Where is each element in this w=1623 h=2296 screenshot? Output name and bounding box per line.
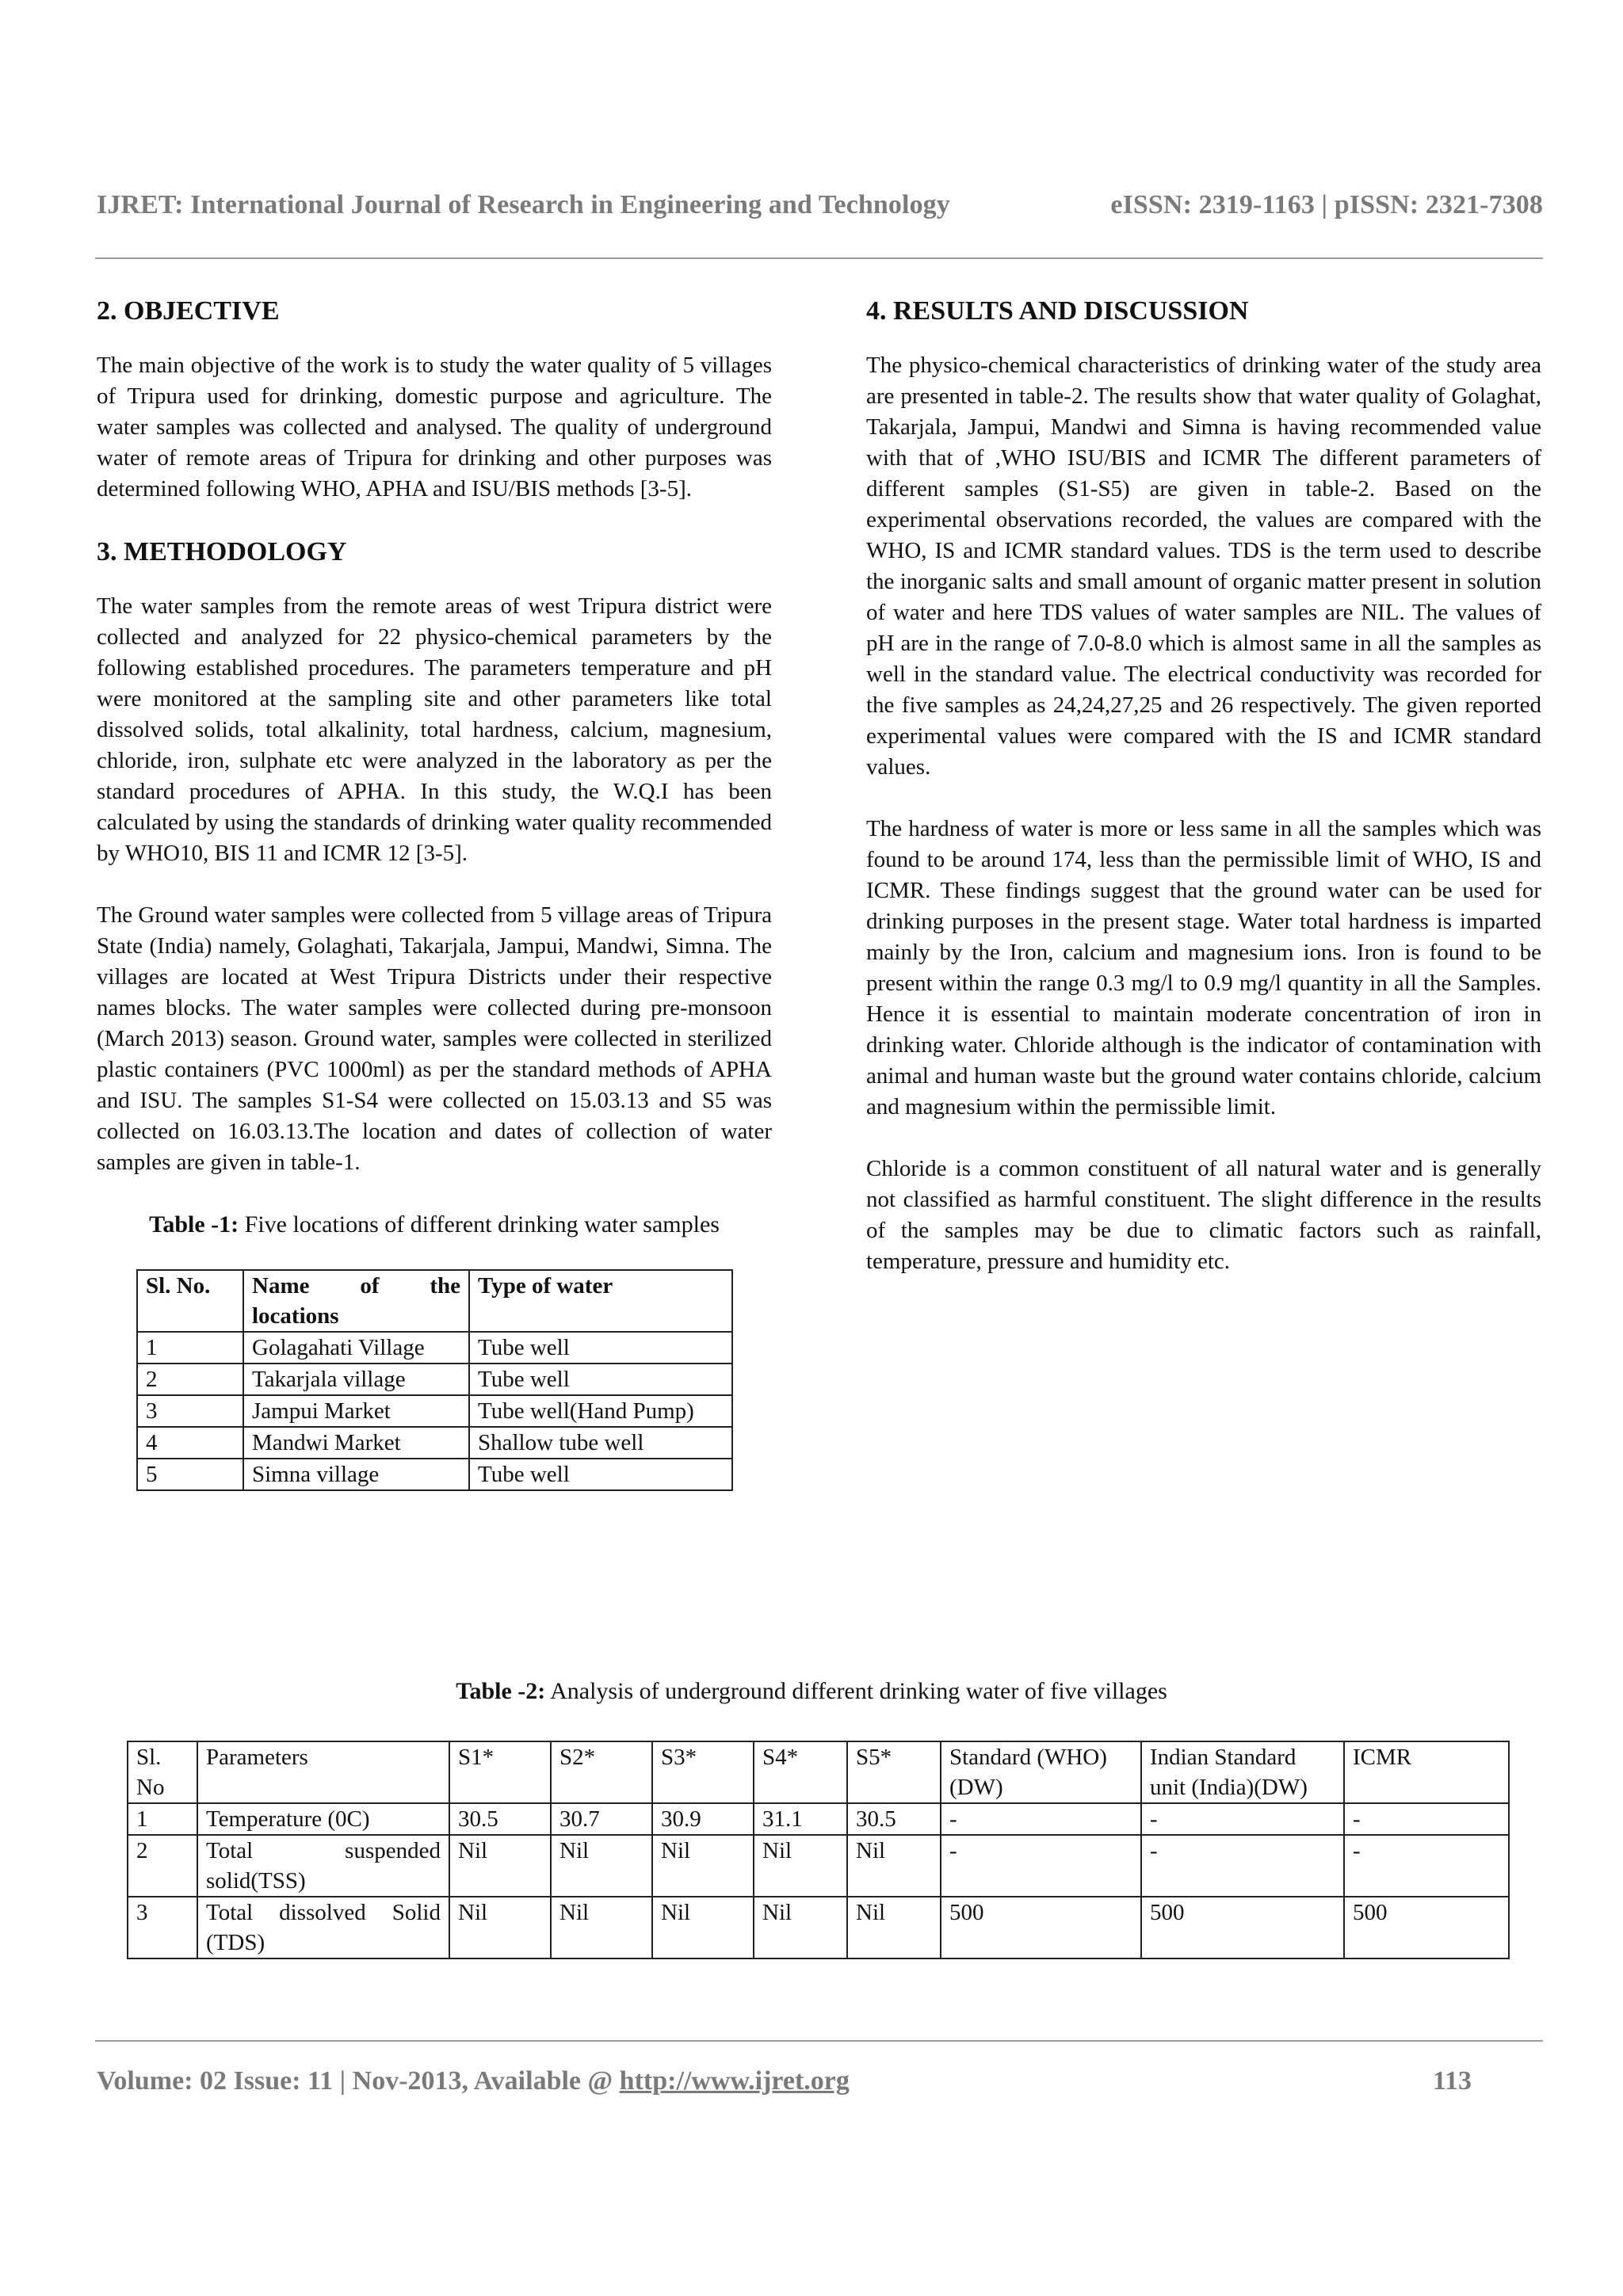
table-cell: 2 — [128, 1835, 197, 1897]
left-column — [97, 295, 772, 1491]
table-cell: Tube well — [469, 1459, 732, 1490]
table-cell: 500 — [941, 1897, 1141, 1958]
header-divider — [95, 257, 1543, 259]
table-cell: Nil — [652, 1835, 754, 1897]
table-row — [128, 1803, 1509, 1835]
table-cell: Nil — [754, 1835, 847, 1897]
table-cell: - — [941, 1803, 1141, 1835]
table-header-cell: Parameters — [197, 1741, 449, 1803]
footer-divider — [95, 2040, 1543, 2042]
table-cell: 30.5 — [449, 1803, 551, 1835]
table-cell: - — [1141, 1835, 1344, 1897]
table-cell: Tube well — [469, 1363, 732, 1395]
table-header-row — [137, 1270, 732, 1332]
results-paragraph-3: Chloride is a common constituent of all natural water and is generally not classified as harmful constituent. The slight difference in the results of the samples may be due to climatic factors such as rainfall, temperature, pressure and humidity etc. — [866, 1156, 1541, 1274]
table-cell: 1 — [137, 1332, 243, 1363]
volume-text: Volume: 02 Issue: 11 | Nov-2013, Available @ — [97, 2066, 620, 2096]
table-cell: Nil — [847, 1897, 941, 1958]
table-header-cell: Indian Standard unit (India)(DW) — [1141, 1741, 1344, 1803]
table-cell: 30.7 — [551, 1803, 652, 1835]
table-cell: Golagahati Village — [243, 1332, 469, 1363]
table-header-cell: S5* — [847, 1741, 941, 1803]
table-2-analysis — [127, 1741, 1510, 1959]
page-number: 113 — [1432, 2066, 1472, 2096]
methodology-paragraph-1: The water samples from the remote areas of west Tripura district were collected and analyzed for 22 physico-chemical parameters by the following established procedures. The parameters temperature and pH were monitored at the sampling site and other parameters like total dissolved solids, total alkalinity, total hardness, calcium, magnesium, chloride, iron, sulphate etc were analyzed in the laboratory as per the standard procedures of APHA. In this study, the W.Q.I has been calculated by using the standards of drinking water quality recommended by WHO10, BIS 11 and ICMR 12 [3-5]. — [97, 593, 772, 866]
table-cell: Total dissolved Solid (TDS) — [197, 1897, 449, 1958]
table-header-row — [128, 1741, 1509, 1803]
objective-heading: 2. OBJECTIVE — [97, 296, 280, 326]
table-cell: - — [1344, 1803, 1509, 1835]
table-header-cell: Type of water — [469, 1270, 732, 1332]
table-cell: 500 — [1141, 1897, 1344, 1958]
table-cell: 2 — [137, 1363, 243, 1395]
table-cell: 31.1 — [754, 1803, 847, 1835]
table2-caption-label: Table -2: — [456, 1678, 546, 1704]
page-header — [97, 190, 1543, 220]
table-row — [128, 1835, 1509, 1897]
table-header-cell: Sl. No — [128, 1741, 197, 1803]
page-footer — [97, 2066, 1472, 2096]
table1-caption-label: Table -1: — [149, 1211, 239, 1238]
journal-link[interactable]: http://www.ijret.org — [619, 2066, 850, 2096]
table-cell: 3 — [128, 1897, 197, 1958]
table-header-cell: Sl. No. — [137, 1270, 243, 1332]
table-cell: Temperature (0C) — [197, 1803, 449, 1835]
methodology-paragraph-2: The Ground water samples were collected from 5 village areas of Tripura State (India) namely, Golaghati, Takarjala, Jampui, Mandwi, Simna. The villages are located at West Tripura Districts under their respective names blocks. The water samples were collected during pre-monsoon (March 2013) season. Ground water, samples were collected in sterilized plastic containers (PVC 1000ml) as per the standard methods of APHA and ISU. The samples S1-S4 were collected on 15.03.13 and S5 was collected on 16.03.13.The location and dates of collection of water samples are given in table-1. — [97, 902, 772, 1175]
table-row — [137, 1363, 732, 1395]
table-row — [137, 1395, 732, 1427]
methodology-heading: 3. METHODOLOGY — [97, 537, 347, 566]
table-header-cell: S3* — [652, 1741, 754, 1803]
table-cell: Nil — [551, 1835, 652, 1897]
table-row — [128, 1897, 1509, 1958]
table2-caption-text: Analysis of underground different drinking water of five villages — [545, 1678, 1167, 1704]
table-row — [137, 1427, 732, 1459]
table-cell: Nil — [847, 1835, 941, 1897]
table-row — [137, 1459, 732, 1490]
table-cell: Takarjala village — [243, 1363, 469, 1395]
table-cell: Mandwi Market — [243, 1427, 469, 1459]
objective-paragraph: The main objective of the work is to study the water quality of 5 villages of Tripura used for drinking, domestic purpose and agriculture. The water samples was collected and analysed. The quality of underground water of remote areas of Tripura for drinking and other purposes was determined following WHO, APHA and ISU/BIS methods [3-5]. — [97, 353, 772, 502]
table-header-cell: Name of the locations — [243, 1270, 469, 1332]
table-cell: Shallow tube well — [469, 1427, 732, 1459]
results-paragraph-1: The physico-chemical characteristics of drinking water of the study area are presented in table-2. The results show that water quality of Golaghat, Takarjala, Jampui, Mandwi and Simna is having recommended value with that of ,WHO ISU/BIS and ICMR The different parameters of different samples (S1-S5) are given in table-2. Based on the experimental observations recorded, the values are compared with the WHO, IS and ICMR standard values. TDS is the term used to describe the inorganic salts and small amount of organic matter present in solution of water and here TDS values of water samples are NIL. The values of pH are in the range of 7.0-8.0 which is almost same in all the samples as well in the standard value. The electrical conductivity was recorded for the five samples as 24,24,27,25 and 26 respectively. The given reported experimental values were compared with the IS and ICMR standard values. — [866, 353, 1541, 780]
table-header-cell: S1* — [449, 1741, 551, 1803]
volume-info — [97, 2066, 850, 2096]
table-cell: Tube well — [469, 1332, 732, 1363]
table-row — [137, 1332, 732, 1363]
table-2-wrapper — [127, 1741, 1510, 1959]
table-cell: 30.5 — [847, 1803, 941, 1835]
results-heading: 4. RESULTS AND DISCUSSION — [866, 296, 1249, 326]
table-cell: Nil — [551, 1897, 652, 1958]
table-header-cell: S2* — [551, 1741, 652, 1803]
table-cell: 4 — [137, 1427, 243, 1459]
table-cell: 3 — [137, 1395, 243, 1427]
table-header-cell: ICMR — [1344, 1741, 1509, 1803]
table-cell: - — [1141, 1803, 1344, 1835]
table-header-cell: Standard (WHO)(DW) — [941, 1741, 1141, 1803]
table1-caption-text: Five locations of different drinking water samples — [239, 1211, 720, 1238]
table-cell: Nil — [652, 1897, 754, 1958]
table-cell: 500 — [1344, 1897, 1509, 1958]
table-cell: 5 — [137, 1459, 243, 1490]
table-cell: Nil — [754, 1897, 847, 1958]
table-cell: - — [1344, 1835, 1509, 1897]
table-cell: Tube well(Hand Pump) — [469, 1395, 732, 1427]
issn-info: eISSN: 2319-1163 | pISSN: 2321-7308 — [1110, 190, 1543, 219]
table-1-locations — [136, 1269, 733, 1491]
table-cell: Jampui Market — [243, 1395, 469, 1427]
table2-caption — [0, 1678, 1623, 1705]
journal-title: IJRET: International Journal of Research in Engineering and Technology — [97, 190, 950, 219]
table-header-cell: S4* — [754, 1741, 847, 1803]
table-cell: Total suspended solid(TSS) — [197, 1835, 449, 1897]
results-paragraph-2: The hardness of water is more or less same in all the samples which was found to be around 174, less than the permissible limit of WHO, IS and ICMR. These findings suggest that the ground water can be used for drinking purposes in the present stage. Water total hardness is imparted mainly by the Iron, calcium and magnesium ions. Iron is found to be present within the range 0.3 mg/l to 0.9 mg/l quantity in all the Samples. Hence it is essential to maintain moderate concentration of iron in drinking water. Chloride although is the indicator of contamination with animal and human waste but the ground water contains chloride, calcium and magnesium within the permissible limit. — [866, 816, 1541, 1119]
table-cell: - — [941, 1835, 1141, 1897]
table-cell: 30.9 — [652, 1803, 754, 1835]
table-cell: Simna village — [243, 1459, 469, 1490]
table-cell: 1 — [128, 1803, 197, 1835]
table-cell: Nil — [449, 1835, 551, 1897]
table1-caption — [97, 1209, 772, 1241]
right-column — [866, 295, 1541, 1308]
table-cell: Nil — [449, 1897, 551, 1958]
